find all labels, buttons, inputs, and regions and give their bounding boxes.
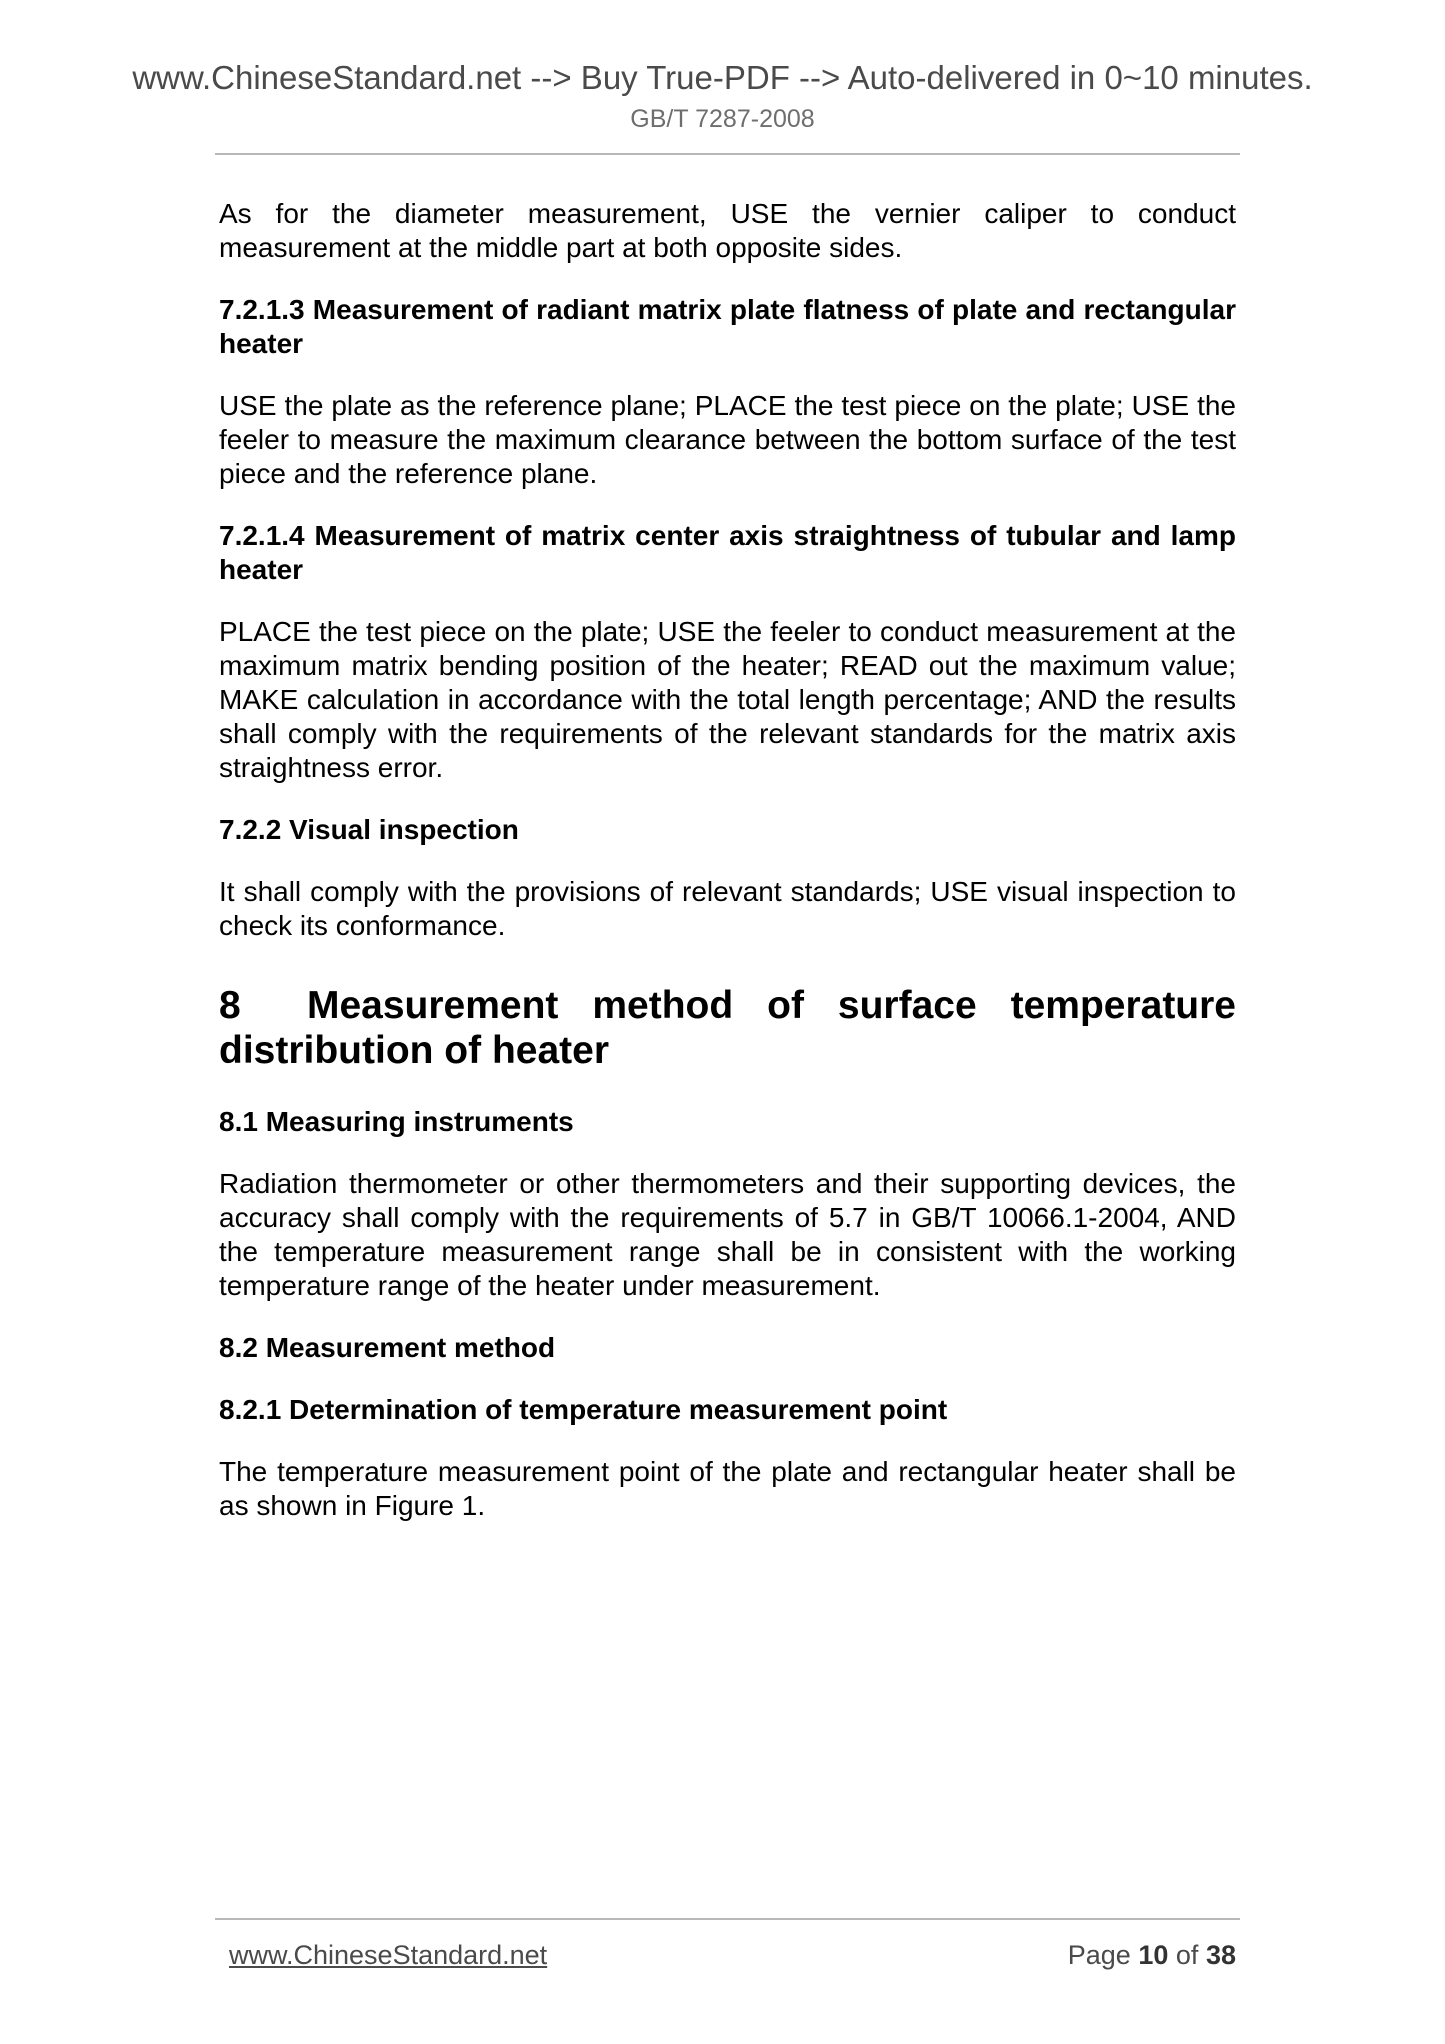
paragraph-7-2-1-3: USE the plate as the reference plane; PLACE the test piece on the plate; USE the feeler to measure the maximum clearance between the bottom surface of the test piece and the reference plane. xyxy=(219,390,1236,489)
paragraph-8-2-1: The temperature measurement point of the plate and rectangular heater shall be as shown in Figure 1. xyxy=(219,1456,1236,1521)
section-8-title: Measurement method of surface temperature distribution of heater xyxy=(219,984,1236,1072)
section-8-number: 8 xyxy=(219,984,241,1027)
header-divider xyxy=(215,153,1240,155)
document-id: GB/T 7287-2008 xyxy=(630,105,815,133)
page-of: of xyxy=(1175,1940,1199,1970)
page-total: 38 xyxy=(1205,1940,1236,1970)
heading-8-2: 8.2 Measurement method xyxy=(219,1332,556,1363)
heading-8-1: 8.1 Measuring instruments xyxy=(219,1106,574,1137)
footer-divider xyxy=(215,1918,1240,1920)
heading-7-2-1-3: 7.2.1.3 Measurement of radiant matrix plate flatness of plate and rectangular heater xyxy=(219,294,1236,359)
paragraph-7-2-2: It shall comply with the provisions of relevant standards; USE visual inspection to check its conformance. xyxy=(219,876,1236,941)
page-number: 10 xyxy=(1138,1940,1169,1970)
footer-website-link[interactable]: www.ChineseStandard.net xyxy=(229,1940,548,1970)
paragraph-8-1: Radiation thermometer or other thermometers and their supporting devices, the accuracy shall comply with the requirements of 5.7 in GB/T 10066.1-2004, AND the temperature measurement range shall be in consistent with the working temperature range of the heater under measurement. xyxy=(219,1168,1236,1301)
heading-section-8 xyxy=(219,983,1236,1073)
page-prefix: Page xyxy=(1067,1940,1131,1970)
heading-7-2-1-4: 7.2.1.4 Measurement of matrix center axis straightness of tubular and lamp heater xyxy=(219,520,1236,585)
paragraph-diameter-measurement: As for the diameter measurement, USE the vernier caliper to conduct measurement at the middle part at both opposite sides. xyxy=(219,198,1236,263)
heading-8-2-1: 8.2.1 Determination of temperature measurement point xyxy=(219,1394,948,1425)
paragraph-7-2-1-4: PLACE the test piece on the plate; USE the feeler to conduct measurement at the maximum matrix bending position of the heater; READ out the maximum value; MAKE calculation in accordance with the total length percentage; AND the results shall comply with the requirements of the relevant standards for the matrix axis straightness error. xyxy=(219,616,1236,783)
page-indicator xyxy=(1068,1939,1236,1971)
document-body xyxy=(219,197,1236,1551)
heading-7-2-2: 7.2.2 Visual inspection xyxy=(219,814,519,845)
header-banner: www.ChineseStandard.net --> Buy True-PDF --> Auto-delivered in 0~10 minutes. xyxy=(132,59,1313,96)
